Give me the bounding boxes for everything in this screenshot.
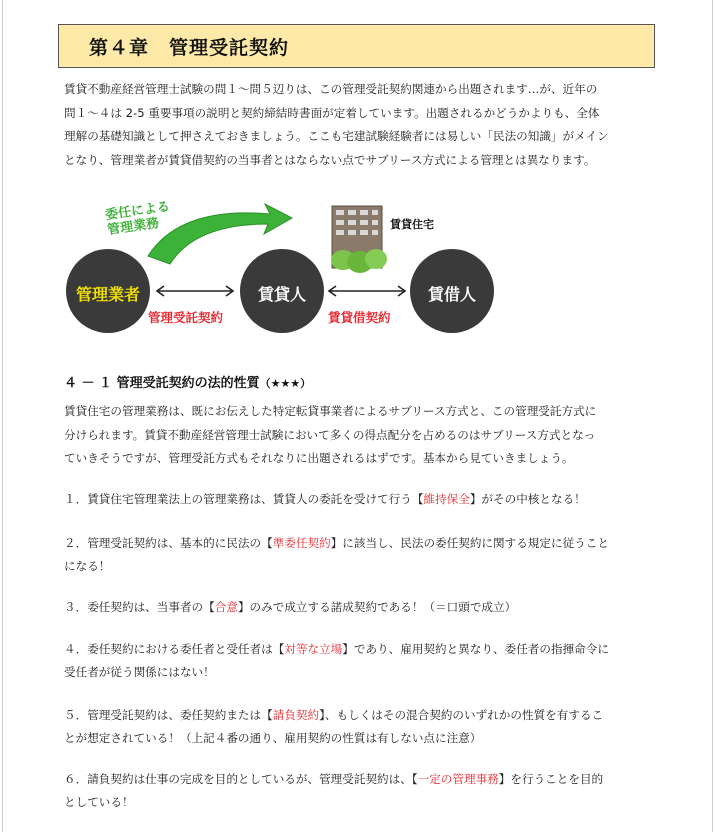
apartment-building-icon [331, 206, 387, 273]
node-landlord: 賃貸人 [257, 285, 306, 304]
contract-left-label: 管理受託契約 [148, 310, 224, 325]
point-text: １．賃貸住宅管理業法上の管理業務は、賃貸人の委託を受けて行う【 [64, 492, 424, 506]
point-item-5 [64, 704, 654, 750]
point-text: 】、もしくはその混合契約のいずれかの性質を有するこ [319, 708, 604, 722]
point-text: 】であり、雇用契約と異なり、委任者の指揮命令に [342, 642, 609, 656]
arrow-label: 委任による 管理業務 [104, 199, 171, 239]
point-keyword: 合意 [214, 600, 238, 614]
section-line: ていきそうですが、管理受託方式もそれなりに出題されるはずです。基本から見ていきましょう。 [64, 451, 574, 465]
point-line [64, 768, 654, 791]
section-line: 賃貸住宅の管理業務は、既にお伝えした特定転貸事業者によるサブリース方式と、この管理受託方式に [64, 404, 597, 418]
point-text: 】を行うことを目的 [498, 772, 604, 786]
section-line: 分けられます。賃貸不動産経営管理士試験において多くの得点配分を占めるのはサブリース方式となっ [64, 427, 596, 442]
chapter-heading-box [58, 24, 655, 68]
point-text: ５．管理受託契約は、委任契約または【 [64, 708, 273, 722]
point-text: ２．管理受託契約は、基本的に民法の【 [64, 536, 273, 550]
point-line [64, 638, 654, 661]
point-keyword: 対等な立場 [284, 642, 343, 656]
section-heading-text: ４ － １ 管理受託契約の法的性質 [64, 376, 260, 391]
node-manager: 管理業者 [75, 285, 140, 304]
contract-right-label: 賃貸借契約 [328, 310, 391, 325]
point-line [64, 488, 654, 511]
point-line [64, 532, 654, 555]
point-item-1 [64, 488, 654, 511]
intro-paragraph [64, 78, 654, 172]
relationship-diagram [60, 196, 510, 336]
point-text: ３．委任契約は、当事者の【 [64, 600, 215, 614]
intro-line: 理解の基礎知識として押さえておきましょう。ここも宅建試験経験者には易しい「民法の知識」がメイン [64, 129, 609, 143]
point-line [64, 661, 654, 684]
point-keyword: 維持保全 [423, 492, 470, 506]
point-text: 】のみで成立する諾成契約である！（＝口頭で成立） [237, 600, 517, 614]
intro-line: となり、管理業者が賃貸借契約の当事者とはならない点でサブリース方式による管理とは異なります。 [64, 152, 596, 167]
point-keyword: 一定の管理事務 [417, 772, 499, 786]
point-keyword: 請負契約 [272, 708, 320, 722]
page-border-left [2, 0, 3, 832]
building-label: 賃貸住宅 [390, 218, 434, 231]
node-tenant: 賃借人 [427, 285, 476, 304]
point-text: ４．委任契約における委任者と受任者は【 [64, 642, 285, 656]
point-text: になる！ [64, 559, 111, 573]
intro-line: 問１～４は 2-5 重要事項の説明と契約締結時書面が定着しています。出題されるかどうかよりも、全体 [64, 105, 600, 120]
point-text: 】に該当し、民法の委任契約に関する規定に従うこと [330, 536, 609, 550]
point-line [64, 596, 654, 619]
point-text: とが想定されている！（上記４番の通り、雇用契約の性質は有しない点に注意） [64, 731, 482, 745]
point-line [64, 791, 654, 814]
point-text: 】がその中核となる！ [469, 492, 586, 506]
point-item-4 [64, 638, 654, 684]
point-text: としている！ [64, 795, 134, 809]
point-item-6 [64, 768, 654, 814]
double-arrow-right-icon [329, 286, 405, 296]
section-paragraph [64, 400, 654, 471]
section-heading [64, 372, 311, 391]
importance-stars: （★★★） [259, 377, 312, 390]
page-border-right [712, 0, 713, 832]
point-text: ６．請負契約は仕事の完成を目的としているが、管理受託契約は、【 [64, 772, 418, 786]
point-text: 受任者が従う関係にはない！ [64, 665, 215, 679]
double-arrow-left-icon [157, 286, 233, 296]
point-keyword: 準委任契約 [272, 536, 331, 550]
point-item-3 [64, 596, 654, 619]
point-item-2 [64, 532, 654, 578]
point-line [64, 727, 654, 750]
chapter-title: 第４章 管理受託契約 [89, 36, 290, 59]
intro-line: 賃貸不動産経営管理士試験の問１～問５辺りは、この管理受託契約関連から出題されます…が、近年の [64, 82, 598, 96]
point-line [64, 704, 654, 727]
point-line [64, 555, 654, 578]
